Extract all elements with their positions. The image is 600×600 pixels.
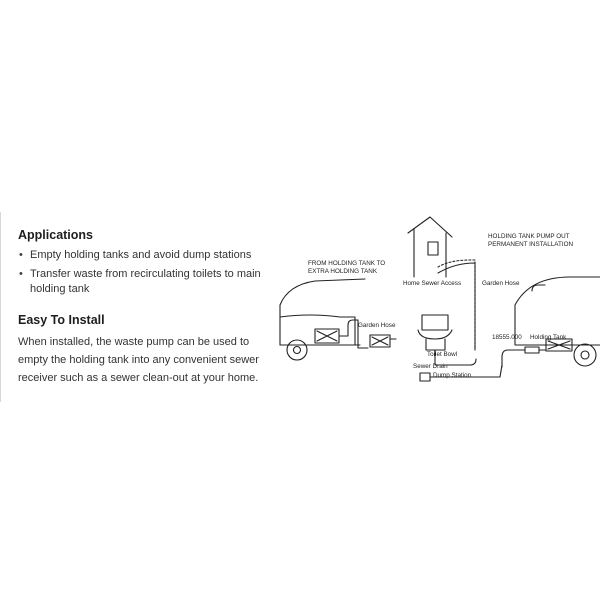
applications-list	[18, 248, 268, 298]
left-rv-wheel	[287, 340, 307, 360]
model-number-label: 18555.000	[492, 334, 522, 341]
left-caption-line1: FROM HOLDING TANK TO	[308, 260, 386, 267]
macerator-pump	[525, 347, 539, 353]
sewer-access-pipe	[438, 263, 475, 350]
installation-diagram-svg	[270, 205, 600, 405]
left-rv-body	[280, 279, 365, 345]
left-caption-line2: EXTRA HOLDING TANK	[308, 268, 378, 275]
install-heading: Easy To Install	[18, 312, 105, 327]
left-garden-hose-label: Garden Hose	[358, 322, 396, 329]
applications-heading: Applications	[18, 228, 94, 242]
installation-diagram	[270, 205, 600, 405]
home-sewer-access-label: Home Sewer Access	[403, 280, 462, 287]
holding-tank-label: Holding Tank	[530, 334, 567, 341]
toilet-bowl-label: Toilet Bowl	[427, 351, 458, 358]
applications-bullet: • Transfer waste from recirculating toilets to main holding tank	[18, 267, 268, 298]
toilet-tank	[422, 315, 448, 330]
house-outline	[408, 217, 452, 277]
toilet-bowl-shape	[418, 330, 452, 350]
feature-text-panel	[18, 228, 268, 387]
applications-bullet: • Empty holding tanks and avoid dump stations	[18, 248, 268, 264]
sewer-dashed-line	[438, 260, 475, 350]
house-window	[428, 242, 438, 255]
dump-station	[420, 373, 430, 381]
dump-station-label: Dump Station	[433, 372, 472, 379]
sewer-drain-label: Sewer Drain	[413, 363, 448, 370]
garden-hose-label: Garden Hose	[482, 280, 520, 287]
right-trailer-wheel	[574, 344, 596, 366]
left-divider	[0, 212, 1, 402]
right-caption-line2: PERMANENT INSTALLATION	[488, 241, 574, 248]
right-caption-line1: HOLDING TANK PUMP OUT	[488, 233, 570, 240]
install-paragraph: When installed, the waste pump can be used to empty the holding tank into any convenient sewer receiver such as a sewer clean-out at your home.	[18, 335, 259, 384]
